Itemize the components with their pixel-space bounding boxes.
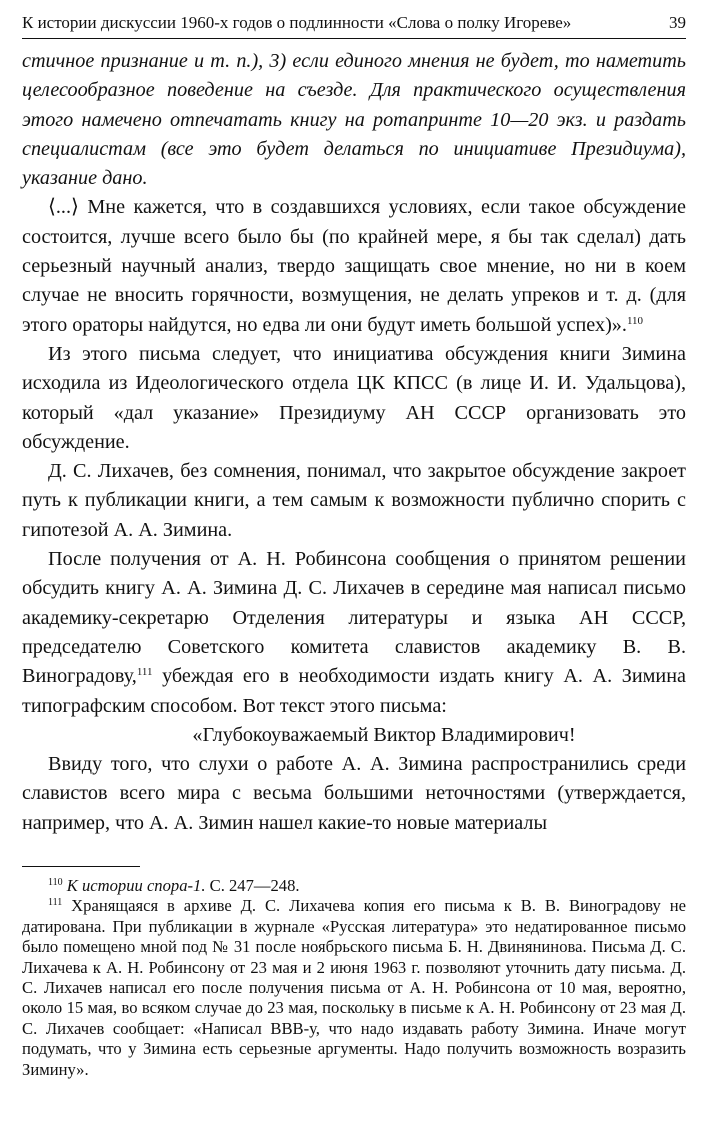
footnote-number: 111	[48, 897, 63, 909]
running-head-title: К истории дискуссии 1960-х годов о подлинности «Слова о полку Игореве»	[22, 13, 572, 32]
paragraph-letter-body: Ввиду того, что слухи о работе А. А. Зимина распространились среди славистов всего мира с весьма большими неточностями (утверждается, например, что А. А. Зимин нашел какие-то новые материалы	[22, 753, 686, 834]
paragraph-text: убеждая его в необходимости издать книгу А. А. Зимина типографским способом. Вот текст этого письма:	[22, 665, 686, 717]
footnote-source: К истории спора-1.	[66, 876, 206, 895]
page	[22, 12, 686, 838]
footnotes	[22, 876, 686, 1080]
footnote-111	[22, 896, 686, 1080]
paragraph-quote-continuation: стичное признание и т. п.), 3) если единого мнения не будет, то наметить целесообразное поведение на съезде. Для практического осуществления этого намечено отпечатать книгу на ротапринте 10—20 экз. и раздать специалистам (все это будет делаться по инициативе Президиума), указание дано.	[22, 50, 686, 190]
letter-salutation: «Глубокоуважаемый Виктор Владимирович!	[192, 723, 576, 746]
paragraph-initiative: Из этого письма следует, что инициатива обсуждения книги Зимина исходила из Идеологического отдела ЦК КПСС (в лице И. И. Удальцова), который «дал указание» Президиуму АН СССР организовать это обсуждение.	[22, 342, 686, 453]
footnote-number: 110	[48, 877, 63, 888]
paragraph-likhachev: Д. С. Лихачев, без сомнения, понимал, что закрытое обсуждение закроет путь к публикации книги, а тем самым к возможности публично спорить с гипотезой А. А. Зимина.	[22, 460, 686, 541]
body-text	[22, 47, 686, 838]
paragraph-text: После получения от А. Н. Робинсона сообщения о принятом решении обсудить книгу А. А. Зимина Д. С. Лихачев в середине мая написал письмо академику-секретарю Отделения литературы и языка АН СССР, председателю Советского комитета славистов академику В. В. Виноградову,	[22, 548, 686, 688]
footnote-110	[22, 876, 686, 896]
footnote-text: Хранящаяся в архиве Д. С. Лихачева копия его письма к В. В. Виноградову не датирована. При публикации в журнале «Русская литература» это недатированное письмо было помещено мной под № 31 после ноябрьского письма Б. Н. Двинянинова. Письма Д. С. Лихачева к А. Н. Робинсону от 23 мая и 2 июня 1963 г. позволяют уточнить дату письма. Д. С. Лихачев написал его после получения письма от А. Н. Робинсона от 10 мая, вероятно, около 15 мая, во всяком случае до 23 мая, поскольку в письме к А. Н. Робинсону от 23 мая Д. С. Лихачев сообщает: «Написал ВВВ-у, что надо издавать работу Зимина. Иначе могут подумать, что у Зимина есть серьезные аргументы. Надо получить возможность возразить Зимину».	[22, 896, 686, 1079]
running-head	[22, 12, 686, 39]
footnote-ref-110: 110	[626, 314, 644, 327]
paragraph-quote-end	[22, 193, 686, 339]
footnote-text: С. 247—248.	[205, 876, 300, 895]
paragraph-text: ⟨...⟩ Мне кажется, что в создавшихся условиях, если такое обсуждение состоится, лучше всего было бы (по крайней мере, я бы так сделал) дать серьезный научный анализ, твердо защищать свое мнение, но ни в коем случае не вносить горячности, возмущения, не делать упреков и т. д. (для этого ораторы найдутся, но едва ли они будут иметь большой успех)».	[22, 196, 686, 336]
footnote-divider	[22, 866, 140, 867]
paragraph-letter-intro	[22, 545, 686, 721]
footnote-ref-111: 111	[136, 666, 153, 679]
page-number: 39	[669, 13, 686, 32]
